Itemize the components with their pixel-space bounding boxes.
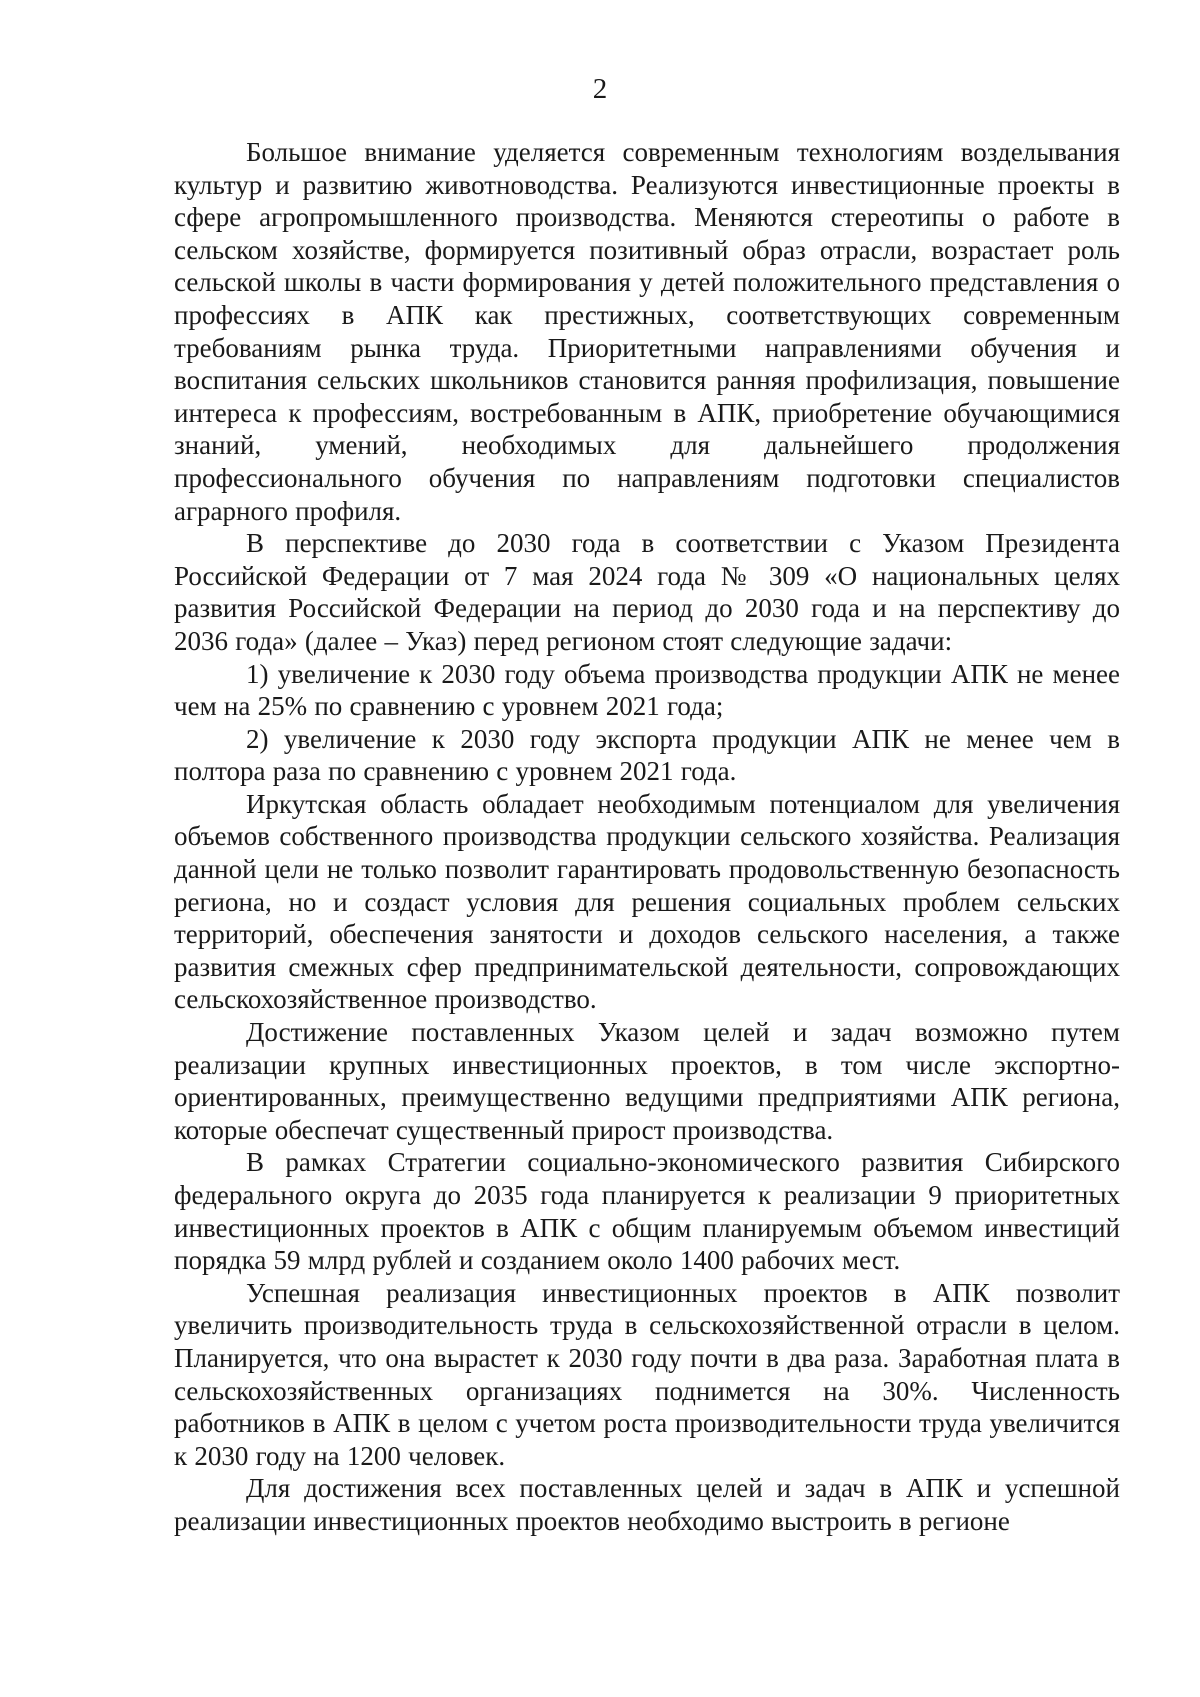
document-body <box>174 136 1120 1538</box>
paragraph-decree-goals: В перспективе до 2030 года в соответствии с Указом Президента Российской Федерации от 7 мая 2024 года № 309 «О национальных целях развития Российской Федерации на период до 2030 года и на перспективу до 2036 года» (далее – Указ) перед регионом стоят следующие задачи: <box>174 528 1120 656</box>
paragraph-investment-projects: Достижение поставленных Указом целей и задач возможно путем реализации крупных инвестиционных проектов, в том числе экспортно-ориентированных, преимущественно ведущими предприятиями АПК региона, которые обеспечат существенный прирост производства. <box>174 1017 1120 1145</box>
paragraph-technologies: Большое внимание уделяется современным технологиям возделывания культур и развитию животноводства. Реализуются инвестиционные проекты в сфере агропромышленного производства. Меняются стереотипы о работе в сельском хозяйстве, формируется позитивный образ отрасли, возрастает роль сельской школы в части формирования у детей положительного представления о профессиях в АПК как престижных, соответствующих современным требованиям рынка труда. Приоритетными направлениями обучения и воспитания сельских школьников становится ранняя профилизация, повышение интереса к профессиям, востребованным в АПК, приобретение обучающимися знаний, умений, необходимых для дальнейшего продолжения профессионального обучения по направлениям подготовки специалистов аграрного профиля. <box>174 137 1120 526</box>
paragraph-conclusion: Для достижения всех поставленных целей и задач в АПК и успешной реализации инвестиционных проектов необходимо выстроить в регионе <box>174 1473 1120 1536</box>
paragraph-task-export: 2) увеличение к 2030 году экспорта продукции АПК не менее чем в полтора раза по сравнению с уровнем 2021 года. <box>174 723 1120 787</box>
paragraph-irkutsk-potential: Иркутская область обладает необходимым потенциалом для увеличения объемов собственного производства продукции сельского хозяйства. Реализация данной цели не только позволит гарантировать продовольственную безопасность региона, но и создаст условия для решения социальных проблем сельских территорий, обеспечения занятости и доходов сельского населения, а также развития смежных сфер предпринимательской деятельности, сопровождающих сельскохозяйственное производство. <box>174 788 1120 1015</box>
paragraph-productivity: Успешная реализация инвестиционных проектов в АПК позволит увеличить производительность труда в сельскохозяйственной отрасли в целом. Планируется, что она вырастет к 2030 году почти в два раза. Заработная плата в сельскохозяйственных организациях поднимется на 30%. Численность работников в АПК в целом с учетом роста производительности труда увеличится к 2030 году на 1200 человек. <box>174 1277 1120 1471</box>
page-number: 2 <box>592 73 608 105</box>
paragraph-task-production: 1) увеличение к 2030 году объема производства продукции АПК не менее чем на 25% по сравнению с уровнем 2021 года; <box>174 658 1120 722</box>
paragraph-siberian-strategy: В рамках Стратегии социально-экономического развития Сибирского федерального округа до 2035 года планируется к реализации 9 приоритетных инвестиционных проектов в АПК с общим планируемым объемом инвестиций порядка 59 млрд рублей и созданием около 1400 рабочих мест. <box>174 1147 1120 1276</box>
